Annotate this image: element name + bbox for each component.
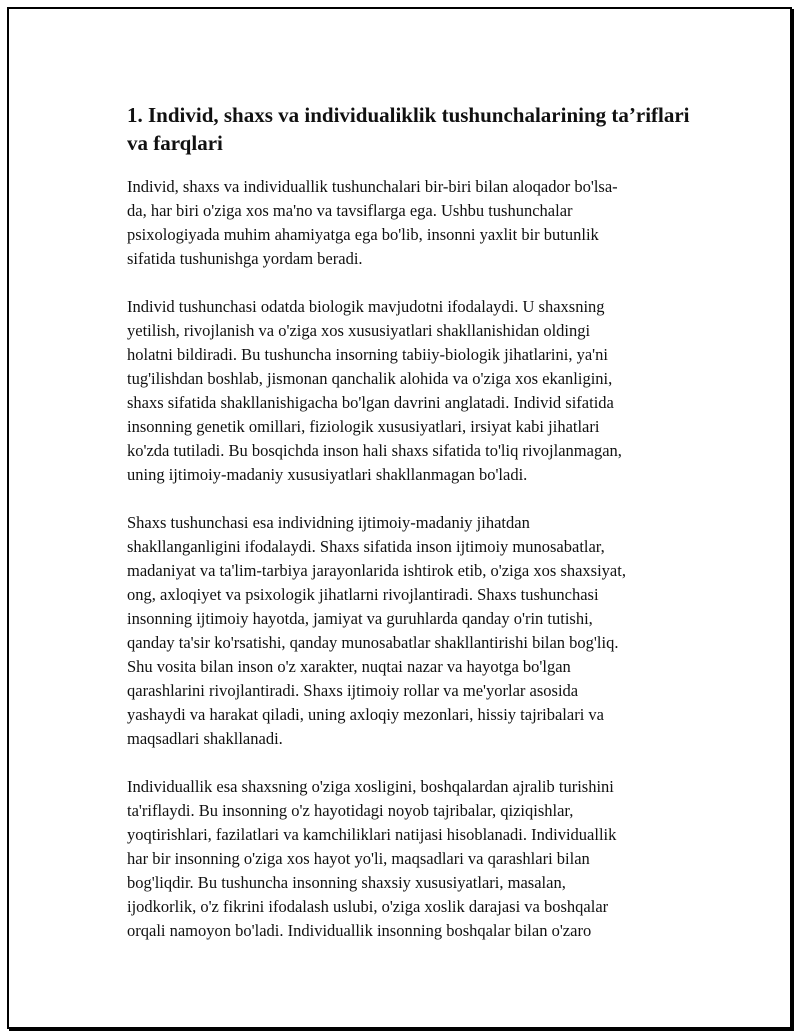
text-line: sifatida tushunishga yordam beradi. [127,249,363,268]
text-line: yetilish, rivojlanish va o'ziga xos xususiyatlari shakllanishidan oldingi [127,321,591,340]
title-line: va farqlari [127,131,223,155]
text-line: da, har biri o'ziga xos ma'no va tavsiflarga ega. Ushbu tushunchalar [127,201,573,220]
text-line: Individ, shaxs va individuallik tushunchalari bir-biri bilan aloqador bo'lsa- [127,177,618,196]
text-line: insonning genetik omillari, fiziologik xususiyatlari, irsiyat kabi jihatlari [127,417,600,436]
text-line: holatni bildiradi. Bu tushuncha insorning tabiiy-biologik jihatlarini, ya'ni [127,345,608,364]
text-line: shakllanganligini ifodalaydi. Shaxs sifatida inson ijtimoiy munosabatlar, [127,537,605,556]
paragraph-individuallik [127,775,693,943]
text-line: ijodkorlik, o'z fikrini ifodalash uslubi, o'ziga xoslik darajasi va boshqalar [127,897,609,916]
text-line: bog'liqdir. Bu tushuncha insonning shaxsiy xususiyatlari, masalan, [127,873,566,892]
text-line: Shaxs tushunchasi esa individning ijtimoiy-madaniy jihatdan [127,513,530,532]
text-line: insonning ijtimoiy hayotda, jamiyat va guruhlarda qanday o'rin tutishi, [127,609,593,628]
text-line: tug'ilishdan boshlab, jismonan qanchalik alohida va o'ziga xos ekanligini, [127,369,613,388]
text-line: qanday ta'sir ko'rsatishi, qanday munosabatlar shakllantirishi bilan bog'liq. [127,633,619,652]
page-frame [7,7,792,1029]
text-line: ta'riflaydi. Bu insonning o'z hayotidagi noyob tajribalar, qiziqishlar, [127,801,574,820]
text-line: madaniyat va ta'lim-tarbiya jarayonlarida ishtirok etib, o'ziga xos shaxsiyat, [127,561,626,580]
text-line: orqali namoyon bo'ladi. Individuallik insonning boshqalar bilan o'zaro [127,921,592,940]
section-title [127,101,693,157]
text-line: qarashlarini rivojlantiradi. Shaxs ijtimoiy rollar va me'yorlar asosida [127,681,579,700]
paragraph-individ [127,295,693,487]
text-line: uning ijtimoiy-madaniy xususiyatlari shakllanmagan bo'ladi. [127,465,528,484]
text-line: maqsadlari shakllanadi. [127,729,283,748]
text-line: Individ tushunchasi odatda biologik mavjudotni ifodalaydi. U shaxsning [127,297,605,316]
text-line: ko'zda tutiladi. Bu bosqichda inson hali shaxs sifatida to'liq rivojlanmagan, [127,441,622,460]
text-line: yashaydi va harakat qiladi, uning axloqiy mezonlari, hissiy tajribalari va [127,705,604,724]
text-line: Shu vosita bilan inson o'z xarakter, nuqtai nazar va hayotga bo'lgan [127,657,571,676]
text-line: psixologiyada muhim ahamiyatga ega bo'lib, insonni yaxlit bir butunlik [127,225,599,244]
text-line: har bir insonning o'ziga xos hayot yo'li, maqsadlari va qarashlari bilan [127,849,590,868]
text-line: shaxs sifatida shakllanishigacha bo'lgan davrini anglatadi. Individ sifatida [127,393,614,412]
text-line: yoqtirishlari, fazilatlari va kamchiliklari natijasi hisoblanadi. Individuallik [127,825,617,844]
text-line: Individuallik esa shaxsning o'ziga xosligini, boshqalardan ajralib turishini [127,777,614,796]
paragraph-intro [127,175,693,271]
title-line: 1. Individ, shaxs va individualiklik tushunchalarining ta’riflari [127,103,690,127]
document-body [127,101,693,967]
text-line: ong, axloqiyet va psixologik jihatlarni rivojlantiradi. Shaxs tushunchasi [127,585,599,604]
paragraph-shaxs [127,511,693,751]
